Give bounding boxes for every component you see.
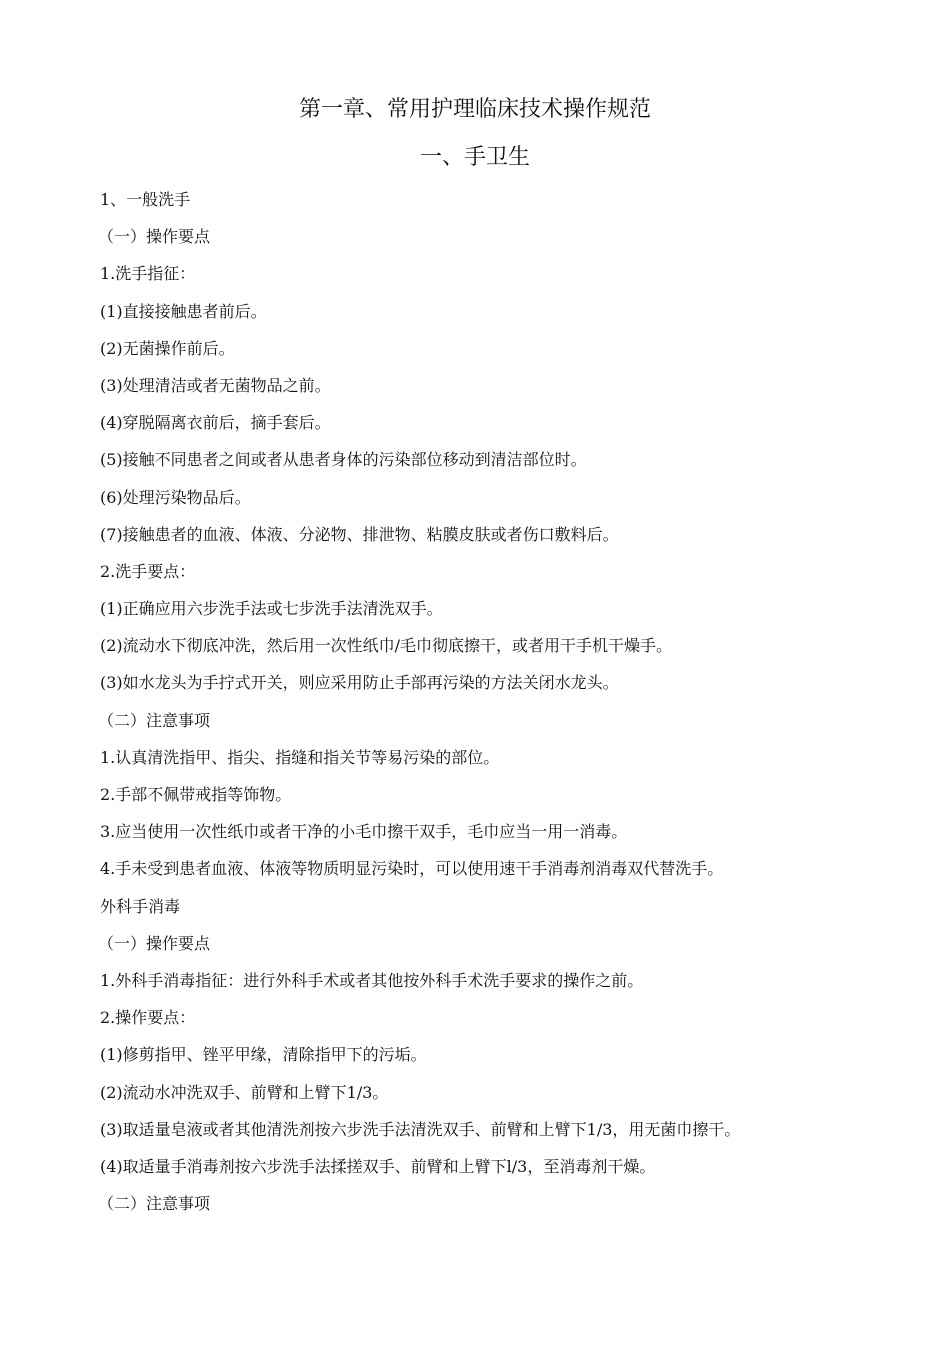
list-item: 4.手未受到患者血液、体液等物质明显污染时，可以使用速干手消毒剂消毒双代替洗手。	[100, 859, 724, 879]
list-item: (7)接触患者的血液、体液、分泌物、排泄物、粘膜皮肤或者伤口敷料后。	[100, 524, 619, 544]
list-item: (3)取适量皂液或者其他清洗剂按六步洗手法清洗双手、前臂和上臂下1/3，用无菌巾擦干。	[100, 1119, 741, 1139]
subheading-operation-points: （一）操作要点	[98, 227, 211, 247]
list-heading-indications: 1.洗手指征：	[100, 264, 196, 284]
document-body	[100, 184, 920, 1225]
subheading-precautions: （二）注意事项	[98, 1194, 211, 1214]
list-item: (2)无菌操作前后。	[100, 338, 235, 358]
list-heading-key-points: 2.操作要点：	[100, 1008, 196, 1028]
list-item: (1)直接接触患者前后。	[100, 301, 267, 321]
subheading-operation-points: （一）操作要点	[98, 933, 211, 953]
list-item: (1)修剪指甲、锉平甲缘，清除指甲下的污垢。	[100, 1045, 427, 1065]
list-item: (3)处理清洁或者无菌物品之前。	[100, 375, 331, 395]
list-item: (2)流动水下彻底冲洗，然后用一次性纸巾/毛巾彻底擦干，或者用干手机干燥手。	[100, 636, 673, 656]
list-item: (6)处理污染物品后。	[100, 487, 251, 507]
list-item: 3.应当使用一次性纸巾或者干净的小毛巾擦干双手，毛巾应当一用一消毒。	[100, 822, 628, 842]
list-item: (1)正确应用六步洗手法或七步洗手法清洗双手。	[100, 599, 443, 619]
subheading-precautions: （二）注意事项	[98, 710, 211, 730]
list-item: (4)穿脱隔离衣前后，摘手套后。	[100, 413, 331, 433]
heading-surgical-hand-disinfection: 外科手消毒	[100, 896, 181, 916]
list-item: 1.认真清洗指甲、指尖、指缝和指关节等易污染的部位。	[100, 747, 500, 767]
section-title: 一、手卫生	[419, 145, 530, 170]
list-item: (3)如水龙头为手拧式开关，则应采用防止手部再污染的方法关闭水龙头。	[100, 673, 619, 693]
list-item: (4)取适量手消毒剂按六步洗手法揉搓双手、前臂和上臂下l/3，至消毒剂干燥。	[100, 1156, 656, 1176]
list-item: (5)接触不同患者之间或者从患者身体的污染部位移动到清洁部位时。	[100, 450, 587, 470]
list-item: (2)流动水冲洗双手、前臂和上臂下1/3。	[100, 1082, 389, 1102]
chapter-title: 第一章、常用护理临床技术操作规范	[298, 97, 651, 122]
list-item: 2.手部不佩带戒指等饰物。	[100, 785, 292, 804]
list-heading-key-points: 2.洗手要点：	[100, 561, 196, 581]
heading-general-handwashing: 1、一般洗手	[100, 190, 191, 209]
list-item: 1.外科手消毒指征：进行外科手术或者其他按外科手术洗手要求的操作之前。	[100, 970, 644, 990]
